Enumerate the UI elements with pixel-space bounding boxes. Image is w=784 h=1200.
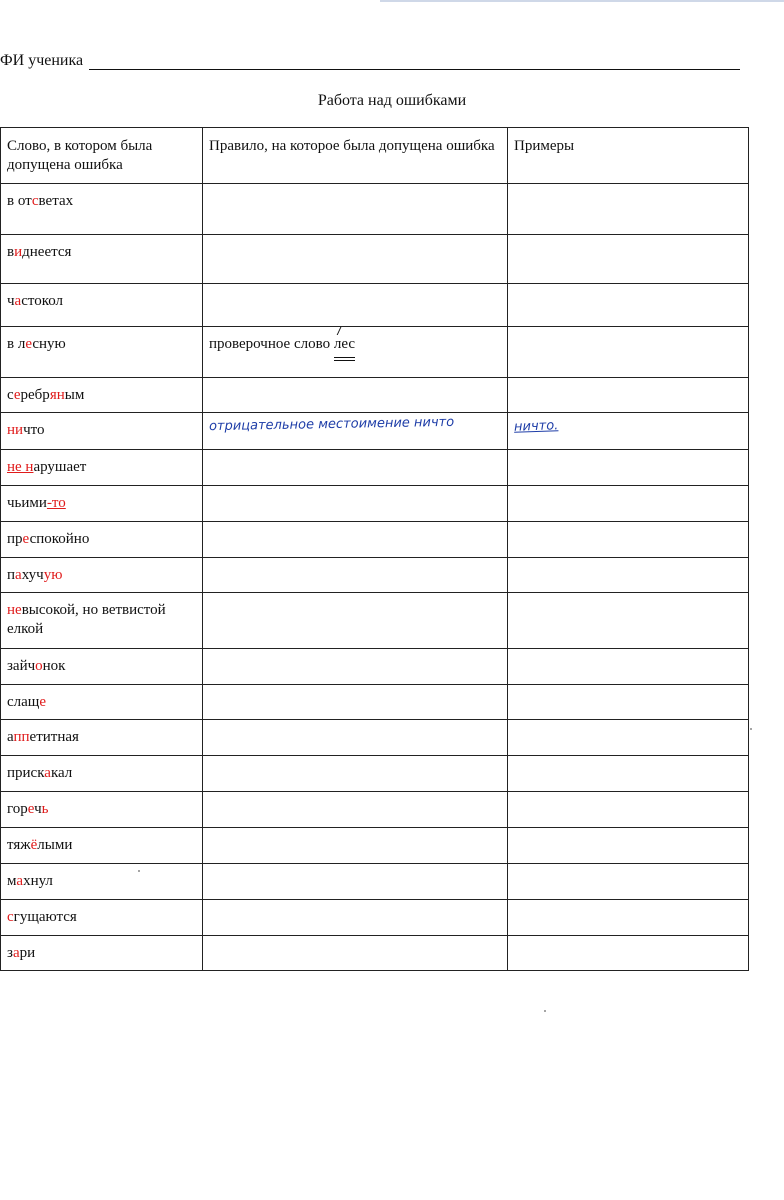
error-letters: с [7, 909, 14, 925]
rule-cell[interactable] [203, 593, 508, 649]
student-name-line[interactable] [89, 53, 740, 70]
page-title: Работа над ошибками [317, 92, 467, 109]
example-cell[interactable] [508, 284, 749, 327]
rule-cell[interactable] [203, 936, 508, 971]
error-letters: ян [49, 387, 65, 403]
example-cell[interactable] [508, 558, 749, 593]
example-cell[interactable] [508, 486, 749, 522]
word-part: арушает [33, 459, 87, 475]
rule-cell[interactable] [203, 756, 508, 792]
rule-cell[interactable] [203, 900, 508, 936]
scan-speck [138, 870, 140, 872]
word-cell [1, 558, 203, 593]
check-word-mark [334, 357, 355, 358]
word-cell [1, 413, 203, 450]
example-cell[interactable] [508, 522, 749, 558]
error-letters: не [7, 602, 22, 618]
error-table [0, 127, 749, 971]
word-cell [1, 720, 203, 756]
word-cell [1, 284, 203, 327]
word-cell [1, 593, 203, 649]
rule-cell[interactable] [203, 522, 508, 558]
error-letters: ни [7, 422, 24, 438]
table-row [1, 486, 749, 522]
word-cell [1, 235, 203, 284]
word-cell [1, 792, 203, 828]
word-part: тяж [7, 837, 31, 853]
word-part: ветах [38, 193, 74, 209]
word-cell [1, 327, 203, 378]
error-letters: а [15, 567, 22, 583]
word-part: м [7, 873, 17, 889]
rule-cell[interactable] [203, 486, 508, 522]
table-row [1, 413, 749, 450]
column-header-examples: Примеры [508, 128, 749, 184]
example-cell[interactable] [508, 756, 749, 792]
word-part: пр [7, 531, 23, 547]
table-row [1, 327, 749, 378]
error-letters: и [14, 244, 23, 260]
rule-cell[interactable] [203, 184, 508, 235]
word-cell [1, 378, 203, 413]
word-cell [1, 486, 203, 522]
word-cell [1, 184, 203, 235]
rule-cell[interactable] [203, 864, 508, 900]
rule-cell[interactable] [203, 558, 508, 593]
word-part: з [7, 945, 13, 961]
table-row [1, 378, 749, 413]
table-row [1, 522, 749, 558]
table-row [1, 593, 749, 649]
word-part: высокой, но ветвистой елкой [7, 602, 166, 637]
table-row [1, 936, 749, 971]
word-part: кал [50, 765, 73, 781]
error-letters: не н [7, 459, 34, 475]
word-cell [1, 685, 203, 720]
word-cell [1, 828, 203, 864]
table-row [1, 450, 749, 486]
error-letters: о [35, 658, 43, 674]
rule-cell[interactable] [203, 685, 508, 720]
example-cell[interactable] [508, 900, 749, 936]
example-cell[interactable] [508, 450, 749, 486]
word-part: ри [19, 945, 36, 961]
table-row [1, 685, 749, 720]
word-part: что [23, 422, 45, 438]
error-letters: ё [30, 837, 38, 853]
word-cell [1, 756, 203, 792]
word-part: а [7, 729, 14, 745]
check-word-stress [336, 327, 348, 336]
word-part: в [7, 244, 15, 260]
table-row [1, 284, 749, 327]
word-cell [1, 450, 203, 486]
table-row [1, 864, 749, 900]
example-cell[interactable] [508, 649, 749, 685]
rule-cell[interactable] [203, 284, 508, 327]
table-body [1, 184, 749, 971]
word-part: с [7, 387, 14, 403]
word-part: п [7, 567, 16, 583]
word-part: хнул [23, 873, 53, 889]
word-cell [1, 864, 203, 900]
word-part: чьими [7, 495, 47, 511]
check-word-mark2 [334, 360, 355, 361]
column-header-rule: Правило, на которое была допущена ошибка [203, 128, 508, 184]
error-letters: с [31, 193, 39, 209]
word-cell [1, 649, 203, 685]
example-cell[interactable] [508, 235, 749, 284]
table-row [1, 720, 749, 756]
error-letters: -то [46, 495, 66, 511]
word-part: гор [7, 801, 28, 817]
example-cell[interactable] [508, 864, 749, 900]
word-part: ребр [20, 387, 50, 403]
table-row [1, 828, 749, 864]
example-cell[interactable] [508, 828, 749, 864]
rule-cell[interactable] [203, 792, 508, 828]
table-row [1, 558, 749, 593]
rule-cell[interactable] [203, 450, 508, 486]
word-part: гущаются [13, 909, 77, 925]
example-cell[interactable] [508, 593, 749, 649]
word-part: слащ [7, 694, 40, 710]
word-part: ч [7, 293, 15, 309]
example-cell[interactable] [508, 936, 749, 971]
example-cell[interactable] [508, 685, 749, 720]
word-part: нок [42, 658, 66, 674]
example-cell[interactable] [508, 378, 749, 413]
rule-cell[interactable] [203, 327, 508, 378]
word-part: спокойно [29, 531, 90, 547]
student-name-label: ФИ ученика [0, 52, 84, 69]
rule-text: проверочное слово [209, 336, 331, 352]
error-letters: е [27, 801, 35, 817]
example-cell[interactable] [508, 792, 749, 828]
word-cell [1, 522, 203, 558]
error-letters: е [39, 694, 47, 710]
word-part: приск [7, 765, 45, 781]
word-part: етитная [29, 729, 79, 745]
word-part: лыми [37, 837, 73, 853]
word-part: в л [7, 336, 26, 352]
rule-cell[interactable] [203, 235, 508, 284]
example-cell[interactable] [508, 184, 749, 235]
error-letters: е [13, 387, 21, 403]
word-part: днеется [22, 244, 72, 260]
table-row [1, 792, 749, 828]
word-part: зайч [7, 658, 36, 674]
word-part: хуч [21, 567, 44, 583]
rule-cell[interactable] [203, 828, 508, 864]
rule-cell[interactable] [203, 720, 508, 756]
student-name-field [0, 52, 740, 70]
word-part: стокол [21, 293, 64, 309]
error-letters: пп [13, 729, 30, 745]
example-cell[interactable] [508, 327, 749, 378]
table-row [1, 756, 749, 792]
example-cell[interactable] [508, 720, 749, 756]
check-word [334, 335, 355, 354]
table-row [1, 235, 749, 284]
check-word-text: лес [333, 336, 356, 352]
error-letters: а [44, 765, 51, 781]
scan-speck [544, 1010, 546, 1012]
error-letters: ь [41, 801, 49, 817]
scan-edge [380, 0, 784, 2]
rule-cell[interactable] [203, 378, 508, 413]
error-letters: а [14, 293, 22, 309]
table-row [1, 184, 749, 235]
scan-speck [750, 728, 752, 730]
example-handwritten: ничто. [513, 418, 559, 435]
table-row [1, 900, 749, 936]
column-header-word: Слово, в котором была допущена ошибка [1, 128, 203, 184]
word-cell [1, 936, 203, 971]
error-letters: е [25, 336, 33, 352]
word-cell [1, 900, 203, 936]
word-part: ч [34, 801, 42, 817]
error-letters: е [22, 531, 30, 547]
word-part: ым [64, 387, 85, 403]
error-letters: ую [43, 567, 63, 583]
error-letters: а [12, 945, 20, 961]
rule-cell[interactable] [203, 413, 508, 450]
error-letters: а [16, 873, 24, 889]
rule-cell[interactable] [203, 649, 508, 685]
table-header-row [1, 128, 749, 184]
rule-handwritten: отрицательное местоимение ничто [208, 414, 455, 435]
example-cell[interactable] [508, 413, 749, 450]
table-row [1, 649, 749, 685]
word-part: сную [32, 336, 66, 352]
word-part: в от [7, 193, 32, 209]
